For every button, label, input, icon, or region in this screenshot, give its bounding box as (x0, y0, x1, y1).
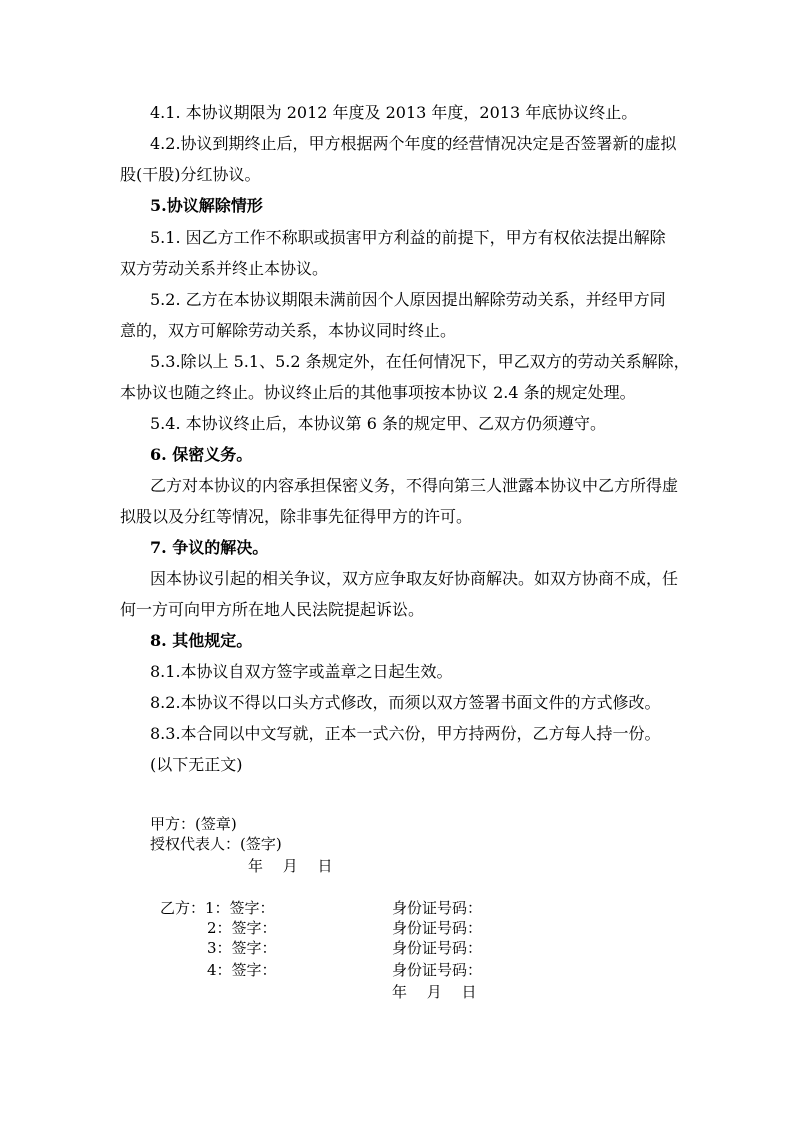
party-b-signer-3: 3：签字： (207, 939, 277, 957)
party-a-seal-label: 甲方：(签章) (150, 815, 237, 833)
clause-8-2: 8.2.本协议不得以口头方式修改，而须以双方签署书面文件的方式修改。 (150, 693, 661, 712)
clause-8-3: 8.3.本合同以中文写就，正本一式六份，甲方持两份，乙方每人持一份。 (150, 724, 661, 743)
party-b-id-1: 身份证号码： (392, 899, 483, 917)
heading-section-5: 5.协议解除情形 (150, 196, 263, 215)
heading-section-6: 6. 保密义务。 (150, 445, 253, 464)
clause-8-1: 8.1.本协议自双方签字或盖章之日起生效。 (150, 662, 453, 681)
heading-section-7: 7. 争议的解决。 (150, 538, 269, 557)
section-6-line1: 乙方对本协议的内容承担保密义务，不得向第三人泄露本协议中乙方所得虚 (150, 476, 679, 495)
party-b-signer-4: 4：签字： (207, 961, 277, 979)
clause-5-1-line1: 5.1. 因乙方工作不称职或损害甲方利益的前提下，甲方有权依法提出解除 (150, 228, 666, 247)
party-b-signer-1: 乙方：1：签字： (160, 899, 275, 917)
section-7-line1: 因本协议引起的相关争议，双方应争取友好协商解决。如双方协商不成，任 (150, 569, 679, 588)
clause-4-2-line1: 4.2.协议到期终止后，甲方根据两个年度的经营情况决定是否签署新的虚拟 (150, 134, 677, 153)
heading-section-8: 8. 其他规定。 (150, 631, 253, 650)
clause-5-4: 5.4. 本协议终止后，本协议第 6 条的规定甲、乙双方仍须遵守。 (150, 414, 606, 433)
clause-5-2-line2: 意的，双方可解除劳动关系，本协议同时终止。 (120, 321, 457, 340)
clause-5-1-line2: 双方劳动关系并终止本协议。 (120, 259, 329, 278)
party-b-signer-2: 2：签字： (207, 919, 277, 937)
party-b-id-2: 身份证号码： (392, 919, 483, 937)
party-b-date: 年 月 日 (392, 983, 477, 1001)
clause-5-3-line2: 本协议也随之终止。协议终止后的其他事项按本协议 2.4 条的规定处理。 (120, 383, 636, 402)
section-6-line2: 拟股以及分红等情况，除非事先征得甲方的许可。 (120, 507, 473, 526)
party-b-id-3: 身份证号码： (392, 939, 483, 957)
end-of-text-note: (以下无正文) (150, 755, 243, 774)
clause-4-2-line2: 股(干股)分红协议。 (120, 165, 261, 184)
section-7-line2: 何一方可向甲方所在地人民法院提起诉讼。 (120, 600, 425, 619)
party-b-id-4: 身份证号码： (392, 961, 483, 979)
clause-5-3-line1: 5.3.除以上 5.1、5.2 条规定外，在任何情况下，甲乙双方的劳动关系解除， (150, 352, 690, 371)
clause-5-2-line1: 5.2. 乙方在本协议期限未满前因个人原因提出解除劳动关系，并经甲方同 (150, 290, 666, 309)
party-a-date: 年 月 日 (248, 857, 333, 875)
authorized-rep-label: 授权代表人：(签字) (150, 835, 282, 853)
clause-4-1: 4.1. 本协议期限为 2012 年度及 2013 年度，2013 年底协议终止。 (150, 103, 638, 122)
